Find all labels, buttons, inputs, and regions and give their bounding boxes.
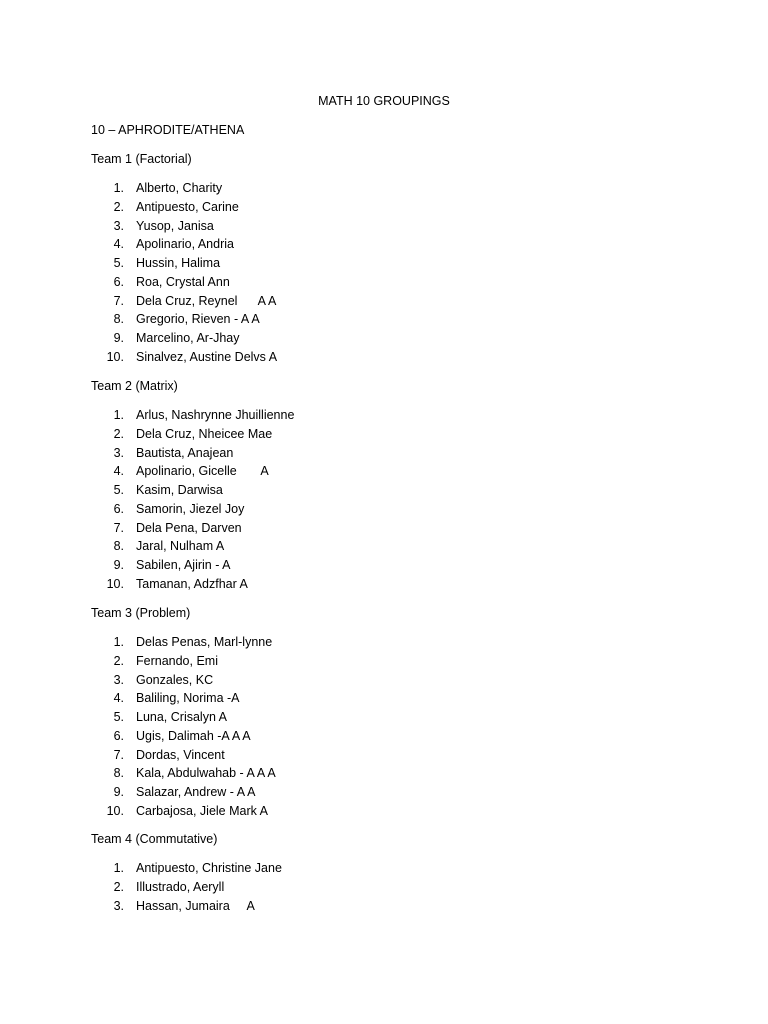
list-number: 8. <box>113 312 124 327</box>
member-name: Dela Pena, Darven <box>136 520 242 535</box>
member-name: Yusop, Janisa <box>136 218 214 233</box>
list-number: 7. <box>113 520 124 535</box>
list-number: 6. <box>113 728 124 743</box>
member-name: Samorin, Jiezel Joy <box>136 501 245 516</box>
member-name: Luna, Crisalyn A <box>136 710 228 724</box>
list-number: 5. <box>113 483 124 497</box>
list-number: 4. <box>113 237 124 252</box>
member-name: Alberto, Charity <box>136 181 223 195</box>
member-name: Hassan, Jumaira A <box>136 898 255 913</box>
member-name: Dordas, Vincent <box>136 747 225 762</box>
list-number: 1. <box>113 408 124 422</box>
member-name: Kala, Abdulwahab - A A A <box>136 766 276 781</box>
member-name: Dela Cruz, Nheicee Mae <box>136 426 273 441</box>
member-name: Antipuesto, Christine Jane <box>136 861 282 875</box>
member-name: Sinalvez, Austine Delvs A <box>136 349 278 364</box>
list-number: 1. <box>113 861 124 875</box>
member-name: Illustrado, Aeryll <box>136 879 225 894</box>
member-name: Kasim, Darwisa <box>136 483 223 497</box>
list-number: 8. <box>113 766 124 781</box>
member-name: Gregorio, Rieven - A A <box>136 312 260 327</box>
member-name: Baliling, Norima -A <box>136 691 240 706</box>
list-number: 1. <box>113 181 124 195</box>
member-name: Apolinario, Andria <box>136 237 234 252</box>
member-name: Hussin, Halima <box>136 256 221 270</box>
member-name: Apolinario, Gicelle A <box>136 464 269 479</box>
list-number: 1. <box>113 635 124 649</box>
list-number: 4. <box>113 691 124 706</box>
list-number: 7. <box>113 293 124 308</box>
member-name: Marcelino, Ar-Jhay <box>136 331 240 345</box>
team-2-title: Team 2 (Matrix) <box>91 379 178 393</box>
list-number: 3. <box>113 898 124 913</box>
member-name: Jaral, Nulham A <box>136 539 225 554</box>
team-1-title: Team 1 (Factorial) <box>91 152 192 166</box>
member-name: Roa, Crystal Ann <box>136 274 230 289</box>
list-number: 10. <box>106 349 124 364</box>
list-number: 9. <box>113 331 124 345</box>
member-name: Carbajosa, Jiele Mark A <box>136 803 269 818</box>
list-number: 2. <box>113 426 124 441</box>
member-name: Gonzales, KC <box>136 672 214 687</box>
list-number: 9. <box>113 785 124 799</box>
list-number: 4. <box>113 464 124 479</box>
member-name: Antipuesto, Carine <box>136 199 239 214</box>
section-heading: 10 – APHRODITE/ATHENA <box>91 123 245 137</box>
list-number: 8. <box>113 539 124 554</box>
member-name: Salazar, Andrew - A A <box>136 785 256 799</box>
member-name: Tamanan, Adzfhar A <box>136 576 248 591</box>
list-number: 3. <box>113 672 124 687</box>
list-number: 7. <box>113 747 124 762</box>
list-number: 5. <box>113 710 124 724</box>
member-name: Sabilen, Ajirin - A <box>136 558 231 572</box>
list-number: 2. <box>113 653 124 668</box>
list-number: 5. <box>113 256 124 270</box>
list-number: 3. <box>113 218 124 233</box>
team-3-title: Team 3 (Problem) <box>91 606 191 620</box>
member-name: Bautista, Anajean <box>136 445 234 460</box>
list-number: 6. <box>113 274 124 289</box>
document-title: MATH 10 GROUPINGS <box>318 94 450 108</box>
list-number: 10. <box>106 576 124 591</box>
list-number: 2. <box>113 879 124 894</box>
list-number: 10. <box>106 803 124 818</box>
member-name: Dela Cruz, Reynel A A <box>136 293 277 308</box>
list-number: 6. <box>113 501 124 516</box>
member-name: Arlus, Nashrynne Jhuillienne <box>136 408 295 422</box>
team-4-title: Team 4 (Commutative) <box>91 832 218 846</box>
list-number: 9. <box>113 558 124 572</box>
member-name: Ugis, Dalimah -A A A <box>136 728 251 743</box>
list-number: 3. <box>113 445 124 460</box>
member-name: Fernando, Emi <box>136 653 218 668</box>
list-number: 2. <box>113 199 124 214</box>
member-name: Delas Penas, Marl-lynne <box>136 635 273 649</box>
